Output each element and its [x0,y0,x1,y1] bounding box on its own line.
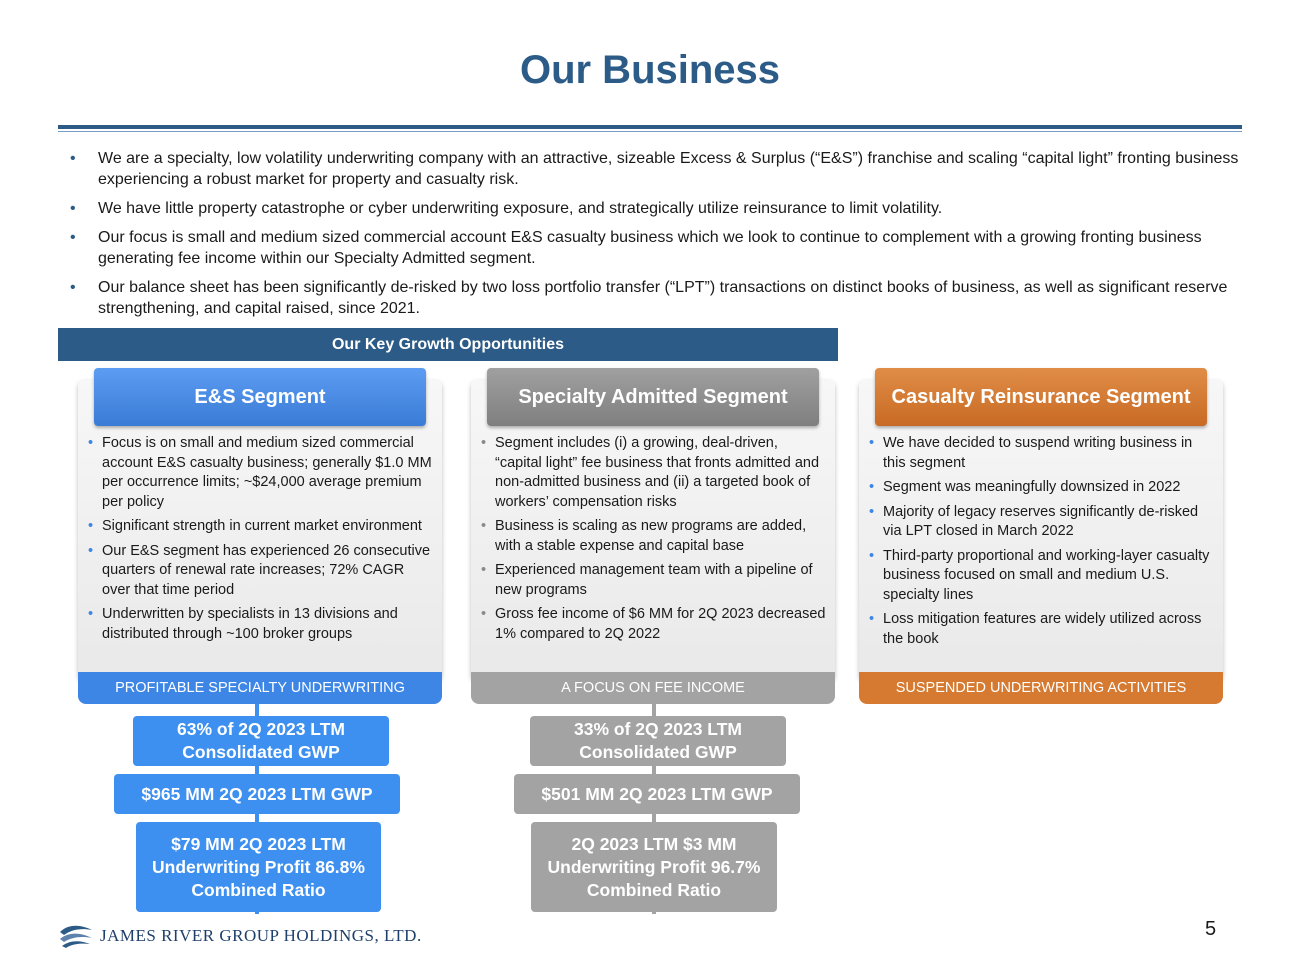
list-item: • We have decided to suspend writing business in this segment [869,435,1193,471]
es-gwp-box: $965 MM 2Q 2023 LTM GWP [114,774,400,814]
list-item: • Third-party proportional and working-layer casualty business focused on small and medium U.S. specialty lines [869,547,1210,603]
page-number: 5 [1205,918,1217,940]
page-title: Our Business [519,48,781,92]
bullet-dot-icon: • [481,606,487,622]
bullet-dot-icon: • [88,518,94,534]
es-segment-list [88,434,433,649]
bullet-dot-icon: • [869,503,875,520]
es-profit-box: $79 MM 2Q 2023 LTM Underwriting Profit 86.8% Combined Ratio [136,822,381,912]
es-share-box: 63% of 2Q 2023 LTM Consolidated GWP [133,716,389,766]
list-item: • Significant strength in current market environment [88,517,433,537]
casualty-reinsurance-card [859,368,1223,704]
casualty-reinsurance-title: Casualty Reinsurance Segment [875,368,1207,426]
sa-gwp-box: $501 MM 2Q 2023 LTM GWP [514,774,800,814]
list-item: • Our E&S segment has experienced 26 consecutive quarters of renewal rate increases; 72% CAGR over that time period [88,542,431,598]
intro-bullet: • We have little property catastrophe or cyber underwriting exposure, and strategically utilize reinsurance to limit volatility. [70,200,943,217]
list-item: • Segment was meaningfully downsized in 2022 [869,478,1214,498]
bullet-dot-icon: • [70,279,76,296]
casualty-reinsurance-list [869,434,1214,654]
company-logo [58,921,422,951]
bullet-dot-icon: • [70,150,76,167]
list-item: • Focus is on small and medium sized commercial account E&S casualty business; generally $1.0 MM per occurrence limits; ~$24,000 average premium per policy [88,435,432,510]
list-item: • Majority of legacy reserves significantly de-risked via LPT closed in March 2022 [869,503,1199,539]
list-item: • Underwritten by specialists in 13 divisions and distributed through ~100 broker groups [88,606,398,642]
es-segment-footer: PROFITABLE SPECIALTY UNDERWRITING [78,672,442,704]
list-item: • Gross fee income of $6 MM for 2Q 2023 decreased 1% compared to 2Q 2022 [481,606,826,642]
list-item: • Loss mitigation features are widely utilized across the book [869,611,1202,647]
casualty-reinsurance-footer: SUSPENDED UNDERWRITING ACTIVITIES [859,672,1223,704]
es-segment-title: E&S Segment [94,368,426,426]
sa-share-box: 33% of 2Q 2023 LTM Consolidated GWP [530,716,786,766]
specialty-admitted-title: Specialty Admitted Segment [487,368,819,426]
bullet-dot-icon: • [88,542,94,559]
specialty-admitted-card [471,368,835,704]
bullet-dot-icon: • [869,479,875,495]
bullet-dot-icon: • [70,200,76,217]
title-rule [58,125,1242,129]
specialty-admitted-footer: A FOCUS ON FEE INCOME [471,672,835,704]
intro-bullet: • We are a specialty, low volatility underwriting company with an attractive, sizeable Excess & Surplus (“E&S”) franchise and scaling “capital light” fronting business experiencing a robust market for property and casualty risk. [70,150,1239,188]
bullet-dot-icon: • [481,518,487,534]
logo-text: JAMES RIVER GROUP HOLDINGS, LTD. [100,926,422,945]
bullet-dot-icon: • [869,435,875,451]
list-item: • Experienced management team with a pipeline of new programs [481,562,813,598]
intro-bullet: • Our balance sheet has been significantly de-risked by two loss portfolio transfer (“LPT”) transactions on distinct books of business, as well as significant reserve strengthening, and capital raised, since 2021. [70,279,1228,317]
bullet-dot-icon: • [88,606,94,622]
bullet-dot-icon: • [481,435,487,451]
intro-bullet-list [70,148,1240,327]
bullet-dot-icon: • [869,611,875,627]
specialty-admitted-list [481,434,826,649]
title-rule-thin [58,131,1242,132]
bullet-dot-icon: • [869,547,875,564]
list-item: • Business is scaling as new programs are added, with a stable expense and capital base [481,518,807,554]
wave-logo-icon [58,923,94,949]
es-segment-card [78,368,442,704]
intro-bullet: • Our focus is small and medium sized commercial account E&S casualty business which we look to continue to complement with a growing fronting business generating fee income within our Specialty Admitted segment. [70,229,1202,267]
bullet-dot-icon: • [481,562,487,578]
bullet-dot-icon: • [88,435,94,451]
list-item: • Segment includes (i) a growing, deal-driven, “capital light” fee business that fronts admitted and non-admitted business and (ii) a targeted book of workers’ compensation risks [481,435,820,510]
sa-profit-box: 2Q 2023 LTM $3 MM Underwriting Profit 96.7% Combined Ratio [531,822,777,912]
bullet-dot-icon: • [70,229,76,246]
key-growth-header: Our Key Growth Opportunities [58,328,838,361]
